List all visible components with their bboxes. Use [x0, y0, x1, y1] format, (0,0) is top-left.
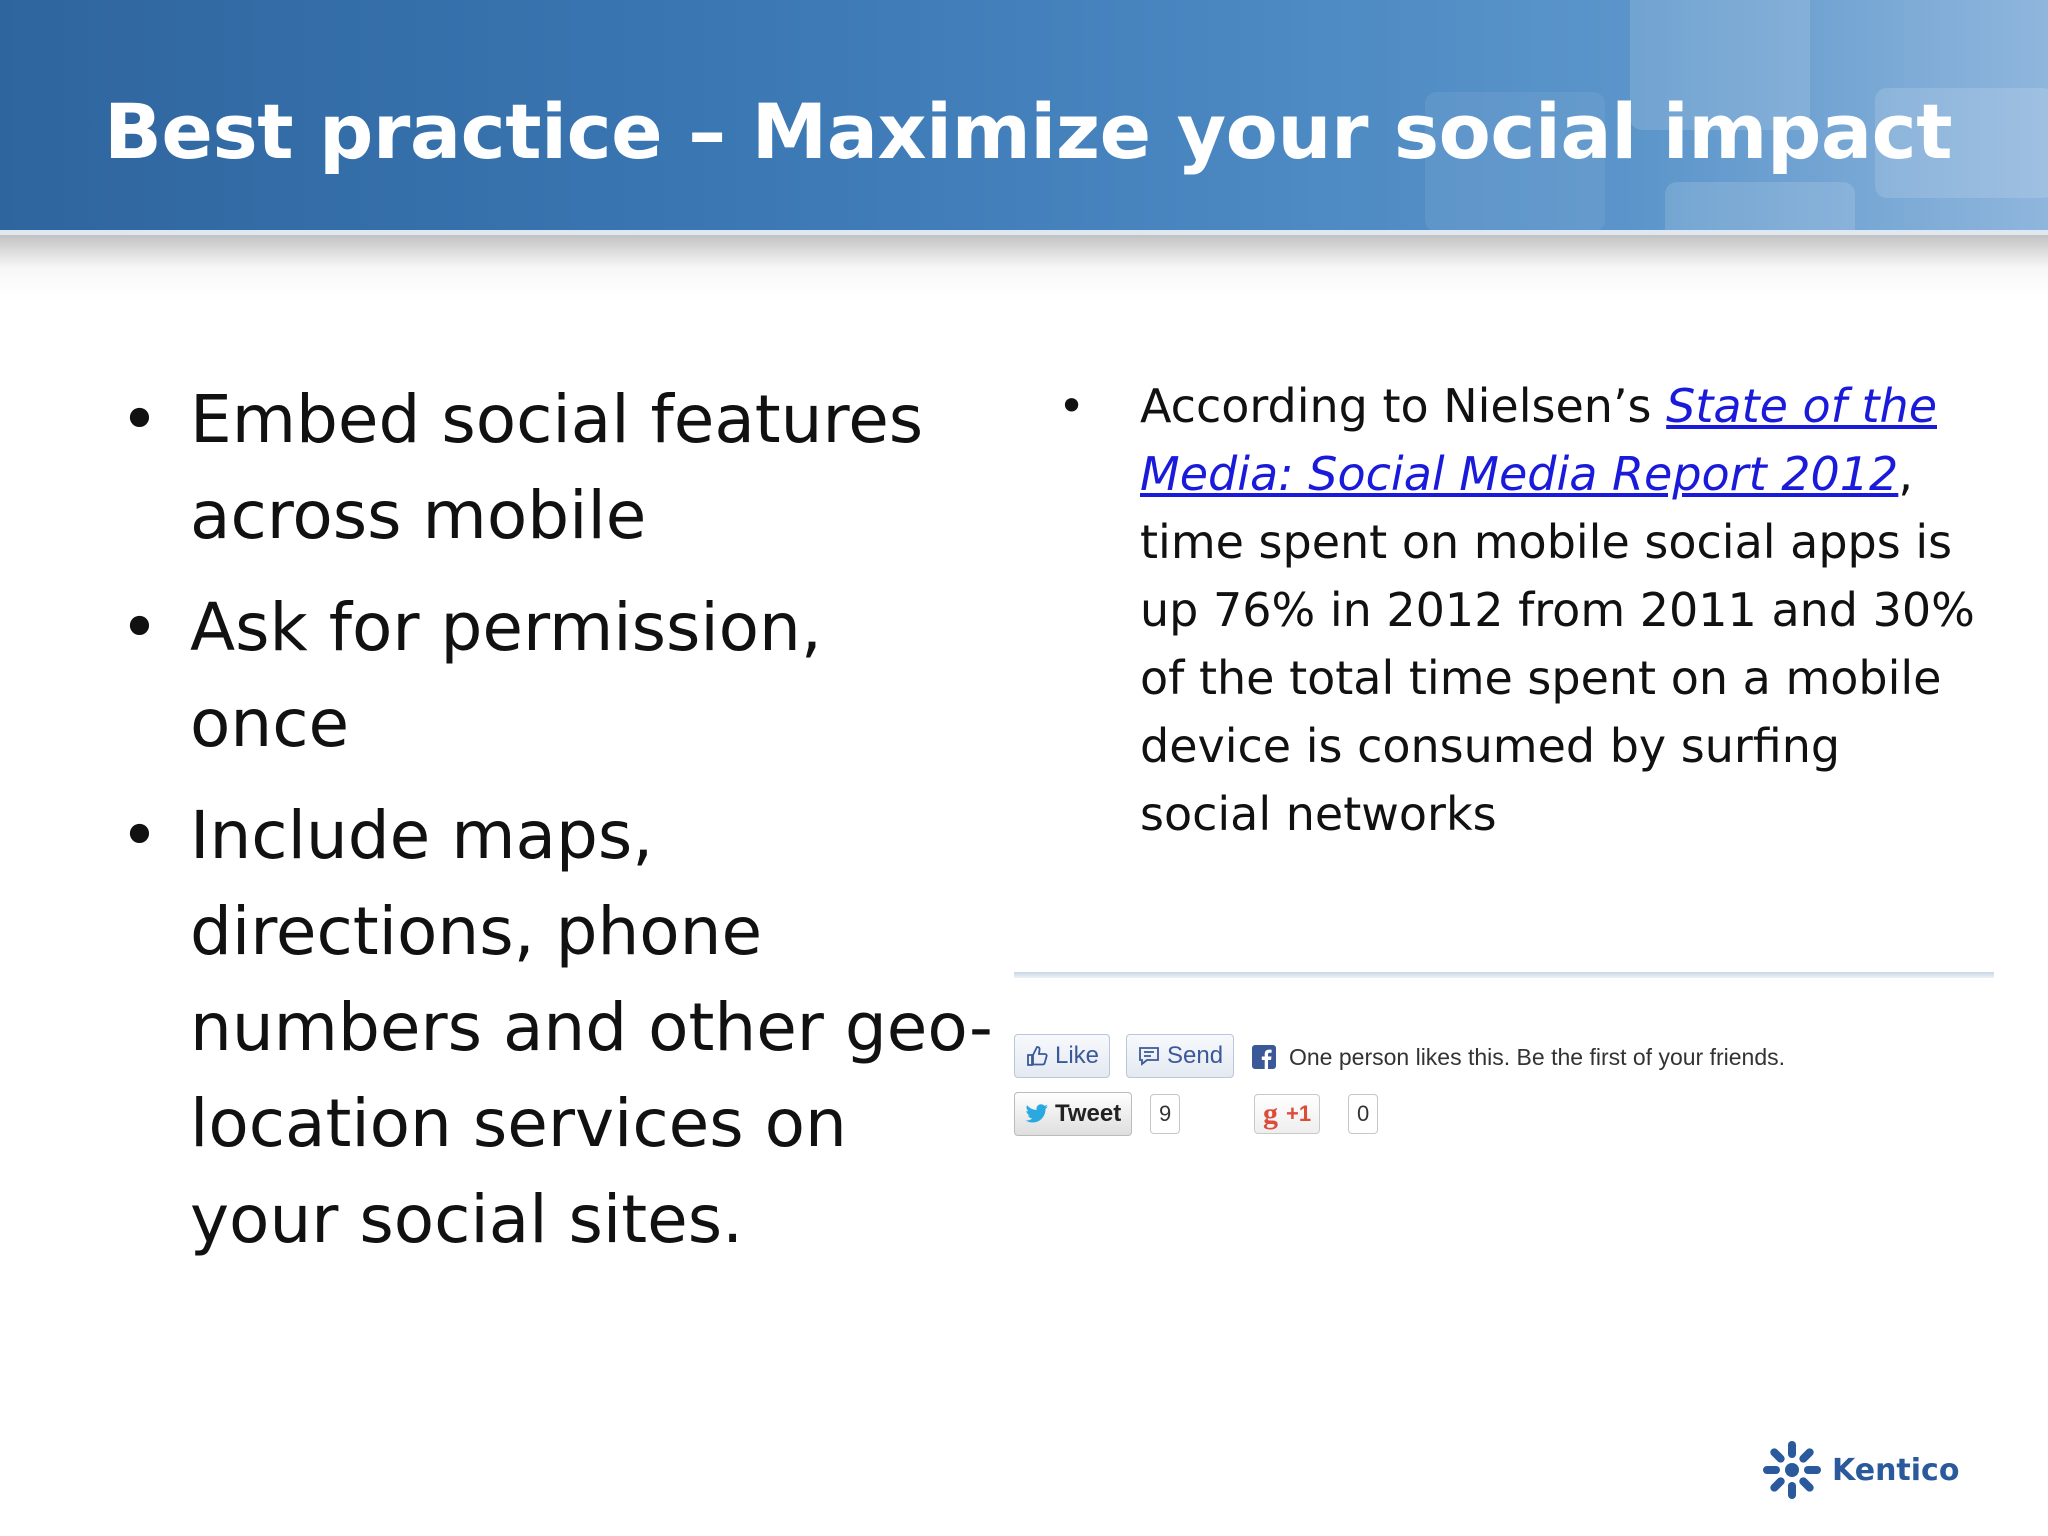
speech-bubble-icon — [1137, 1044, 1161, 1068]
header-shadow — [0, 235, 2048, 295]
bullet-icon: • — [120, 381, 159, 458]
paragraph-prefix: According to Nielsen’s — [1140, 379, 1667, 433]
thumbs-up-icon — [1025, 1044, 1049, 1068]
send-label: Send — [1167, 1042, 1224, 1069]
bullet-text: Embed social features across mobile — [190, 381, 924, 554]
slide-title: Best practice – Maximize your social impact — [104, 87, 1953, 176]
gplus-label: +1 — [1286, 1101, 1312, 1126]
logo-wordmark: Kentico — [1832, 1452, 1960, 1488]
gplus-count: 0 — [1348, 1094, 1378, 1134]
google-plus-button[interactable] — [1254, 1094, 1320, 1134]
slide-header — [0, 0, 2048, 230]
list-item — [120, 788, 1000, 1268]
list-item — [120, 580, 1000, 772]
social-share-widget — [1014, 972, 1994, 1172]
left-bullet-list — [120, 372, 1000, 1284]
tweet-count: 9 — [1150, 1094, 1180, 1134]
bullet-icon: • — [1058, 379, 1086, 433]
google-g-icon: g — [1263, 1097, 1278, 1130]
header-decoration — [1665, 182, 1855, 230]
widget-divider — [1014, 972, 1994, 978]
nielsen-paragraph — [1140, 372, 1980, 848]
bullet-text: Include maps, directions, phone numbers and other geo-location services on your social sites. — [190, 797, 993, 1258]
tweet-label: Tweet — [1055, 1100, 1122, 1127]
twitter-bird-icon — [1025, 1104, 1049, 1124]
bullet-text: Ask for permission, once — [190, 589, 822, 762]
facebook-like-button[interactable] — [1014, 1034, 1110, 1078]
tweet-button[interactable] — [1014, 1092, 1132, 1136]
facebook-icon — [1252, 1045, 1276, 1069]
bullet-icon: • — [120, 797, 159, 874]
kentico-logo — [1760, 1438, 1959, 1502]
report-link[interactable]: State of the Media: Social Media Report 2012 — [1140, 379, 1937, 501]
like-label: Like — [1055, 1042, 1100, 1069]
facebook-like-text: One person likes this. Be the first of your friends. — [1289, 1044, 1786, 1070]
list-item — [120, 372, 1000, 564]
paragraph-suffix: , time spent on mobile social apps is up 76% in 2012 from 2011 and 30% of the total time spent on a mobile device is consumed by surfing social networks — [1140, 447, 1975, 841]
bullet-icon: • — [120, 589, 159, 666]
kentico-asterisk-icon — [1760, 1438, 1824, 1502]
facebook-send-button[interactable] — [1126, 1034, 1234, 1078]
